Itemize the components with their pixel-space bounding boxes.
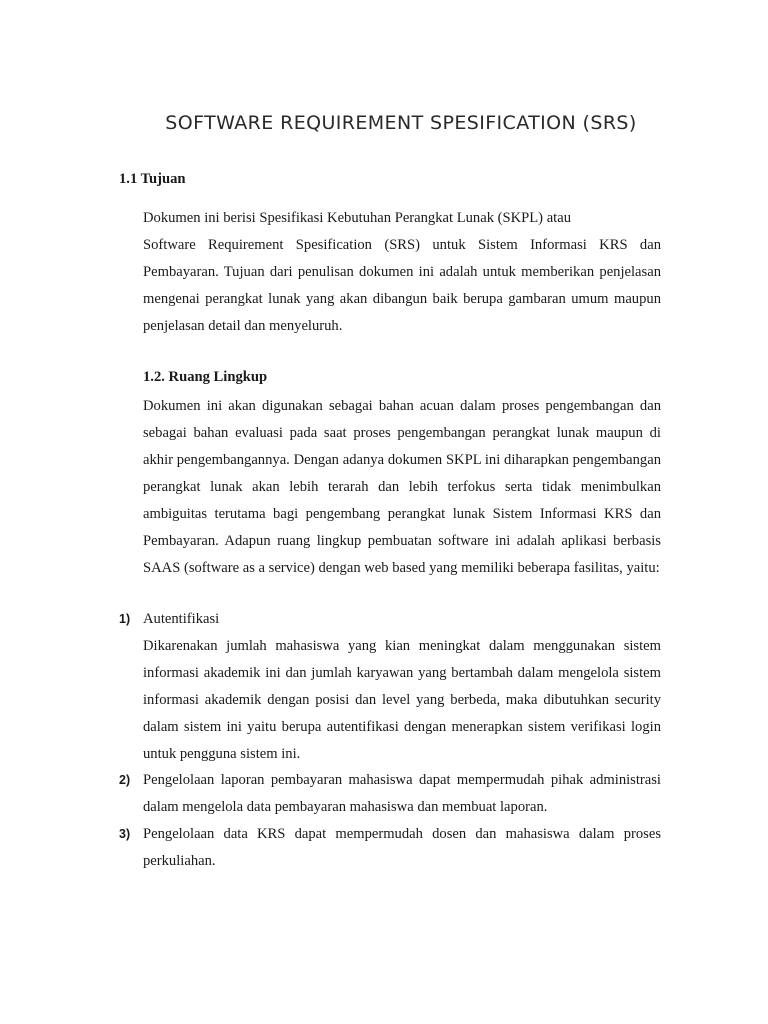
list-item-title: Autentifikasi xyxy=(143,611,220,627)
tujuan-first-line: Dokumen ini berisi Spesifikasi Kebutuhan Perangkat Lunak (SKPL) atau xyxy=(143,210,572,226)
list-number: 2) xyxy=(119,773,131,787)
section-heading-ruang-lingkup: 1.2. Ruang Lingkup xyxy=(143,369,268,385)
list-item-text: Pengelolaan laporan pembayaran mahasiswa dapat mempermudah pihak administrasi dalam mengelola data pembayaran mahasiswa dan membuat laporan. xyxy=(143,772,661,815)
document-title: SOFTWARE REQUIREMENT SPESIFICATION (SRS) xyxy=(165,112,637,134)
ruang-lingkup-paragraph: Dokumen ini akan digunakan sebagai bahan acuan dalam proses pengembangan dan sebagai bahan evaluasi pada saat proses pengembangan perangkat lunak maupun di akhir pengembangannya. Dengan adanya dokumen SKPL ini diharapkan pengembangan perangkat lunak akan lebih terarah dan lebih terfokus serta tidak menimbulkan ambiguitas terutama bagi pengembang perangkat lunak Sistem Informasi KRS dan Pembayaran. Adapun ruang lingkup pembuatan software ini adalah aplikasi berbasis SAAS (software as a service) dengan web based yang memiliki beberapa fasilitas, yaitu: xyxy=(143,398,661,576)
list-item-description: Dikarenakan jumlah mahasiswa yang kian meningkat dalam menggunakan sistem informasi akademik ini dan jumlah karyawan yang bertambah dalam mengelola sistem informasi akademik dengan posisi dan level yang berbeda, maka dibutuhkan security dalam sistem ini yaitu berupa autentifikasi dengan menerapkan sistem verifikasi login untuk pengguna sistem ini. xyxy=(143,638,661,762)
list-number: 3) xyxy=(119,827,131,841)
list-number: 1) xyxy=(119,612,131,626)
list-item xyxy=(119,821,661,875)
tujuan-paragraph: Software Requirement Spesification (SRS) untuk Sistem Informasi KRS dan Pembayaran. Tujuan dari penulisan dokumen ini adalah untuk memberikan penjelasan mengenai perangkat lunak yang akan dibangun baik berupa gambaran umum maupun penjelasan detail dan menyeluruh. xyxy=(143,237,661,334)
list-item xyxy=(119,767,661,821)
list-item-text: Pengelolaan data KRS dapat mempermudah dosen dan mahasiswa dalam proses perkuliahan. xyxy=(143,826,661,869)
section-heading-tujuan: 1.1 Tujuan xyxy=(119,171,186,187)
list-item xyxy=(119,606,661,633)
